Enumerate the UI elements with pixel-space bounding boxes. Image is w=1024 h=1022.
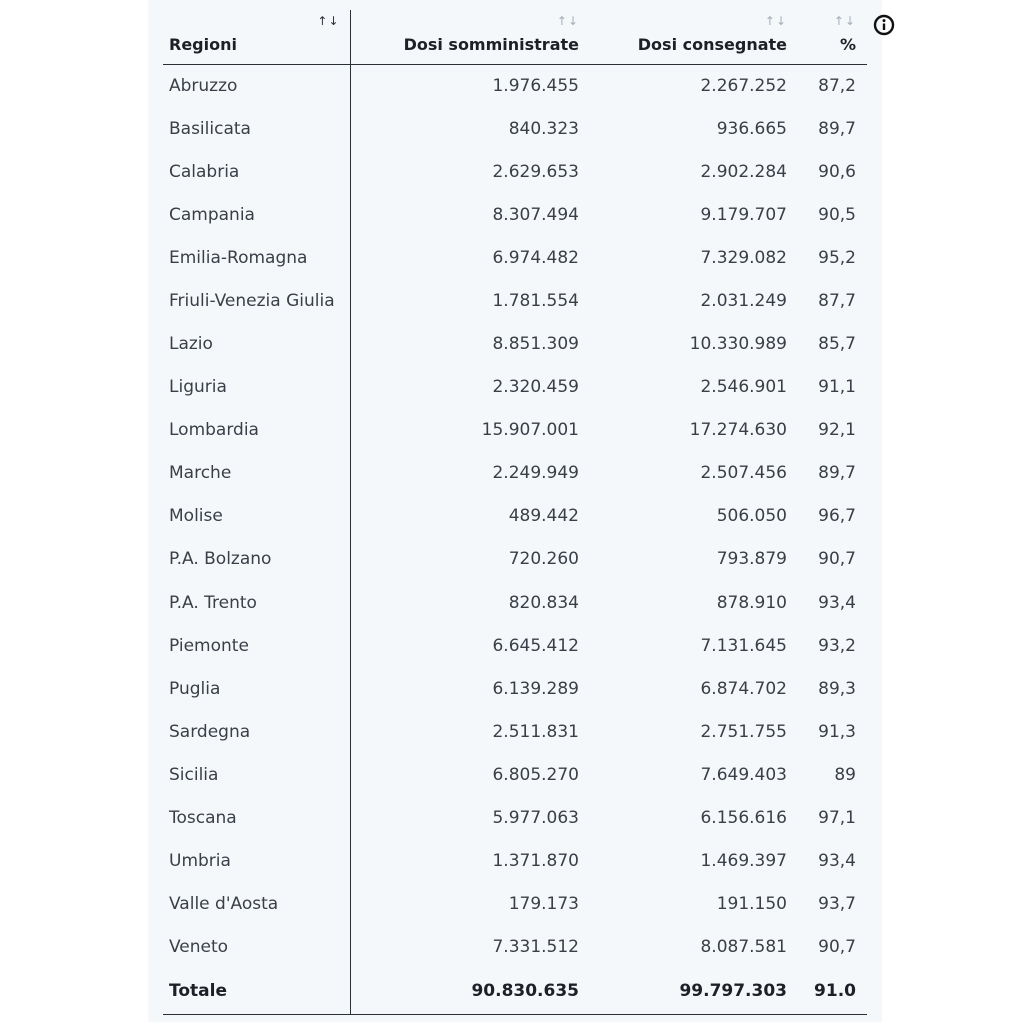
cell-region: Veneto [163,926,350,969]
table-row [163,538,867,581]
info-icon[interactable] [873,14,895,36]
column-label-dosi-consegnate: Dosi consegnate [637,35,787,54]
cell-dosi-somministrate: 6.645.412 [492,635,579,656]
cell-dosi-somministrate: 6.139.289 [492,678,579,699]
cell-region: P.A. Trento [163,581,350,624]
cell-region: Basilicata [163,107,350,150]
table-body [163,65,867,969]
column-label-dosi-somministrate: Dosi somministrate [403,35,579,54]
cell-dosi-consegnate: 6.156.616 [700,808,787,829]
cell-region: Liguria [163,366,350,409]
cell-percent: 90,6 [818,161,856,182]
cell-dosi-somministrate: 720.260 [508,549,579,570]
cell-dosi-somministrate: 2.511.831 [492,721,579,742]
cell-region: Lazio [163,322,350,365]
cell-region: P.A. Bolzano [163,538,350,581]
cell-dosi-somministrate: 8.307.494 [492,204,579,225]
cell-dosi-somministrate: 2.320.459 [492,377,579,398]
sort-regioni-icon[interactable]: ↑↓ [317,14,340,28]
cell-region: Marche [163,452,350,495]
table-row [163,495,867,538]
cell-percent: 93,7 [818,894,856,915]
cell-dosi-consegnate: 10.330.989 [689,334,787,355]
sort-percent-icon[interactable]: ↑↓ [833,14,856,28]
table-row [163,452,867,495]
cell-region: Emilia-Romagna [163,236,350,279]
cell-percent: 87,2 [818,76,856,96]
cell-percent: 91,3 [818,721,856,742]
cell-percent: 95,2 [818,247,856,268]
cell-dosi-consegnate: 2.031.249 [700,290,787,311]
cell-region: Valle d'Aosta [163,883,350,926]
cell-dosi-consegnate: 1.469.397 [700,851,787,872]
cell-percent: 87,7 [818,290,856,311]
cell-dosi-consegnate: 7.329.082 [700,247,787,268]
column-label-regioni: Regioni [169,35,237,54]
cell-percent: 93,4 [818,851,856,872]
cell-percent: 90,7 [818,937,856,958]
table-row [163,624,867,667]
cell-region: Friuli-Venezia Giulia [163,279,350,322]
cell-percent: 90,7 [818,549,856,570]
total-percent: 91.0 [788,969,867,1015]
cell-dosi-somministrate: 2.629.653 [492,161,579,182]
table-row [163,797,867,840]
cell-percent: 91,1 [818,377,856,398]
table-row [163,710,867,753]
cell-dosi-consegnate: 8.087.581 [700,937,787,958]
column-label-percent: % [839,35,856,54]
column-header-dosi-somministrate[interactable] [350,10,580,65]
cell-region: Calabria [163,150,350,193]
table-row [163,581,867,624]
cell-dosi-consegnate: 9.179.707 [700,204,787,225]
cell-region: Abruzzo [163,65,350,108]
cell-dosi-consegnate: 6.874.702 [700,678,787,699]
cell-percent: 89,7 [818,463,856,484]
vaccine-doses-table [163,10,867,1015]
cell-percent: 90,5 [818,204,856,225]
table-row [163,667,867,710]
column-header-dosi-consegnate[interactable] [580,10,788,65]
cell-dosi-somministrate: 5.977.063 [492,808,579,829]
table-row [163,409,867,452]
cell-region: Toscana [163,797,350,840]
cell-percent: 96,7 [818,506,856,527]
cell-region: Sardegna [163,710,350,753]
cell-percent: 89 [834,764,856,785]
table-row [163,107,867,150]
cell-percent: 93,2 [818,635,856,656]
table-row [163,150,867,193]
cell-dosi-consegnate: 7.649.403 [700,764,787,785]
table-row [163,279,867,322]
cell-region: Molise [163,495,350,538]
cell-dosi-consegnate: 17.274.630 [689,420,787,441]
table-row [163,236,867,279]
table-header-row [163,10,867,65]
cell-dosi-consegnate: 2.546.901 [700,377,787,398]
cell-dosi-consegnate: 2.507.456 [700,463,787,484]
cell-dosi-consegnate: 191.150 [716,894,787,915]
total-label: Totale [163,969,350,1015]
cell-dosi-somministrate: 6.974.482 [492,247,579,268]
cell-dosi-somministrate: 840.323 [508,118,579,139]
cell-percent: 85,7 [818,334,856,355]
table-row [163,193,867,236]
table-row [163,753,867,796]
table-total-row [163,969,867,1015]
sort-dosi-consegnate-icon[interactable]: ↑↓ [764,14,787,28]
cell-dosi-somministrate: 15.907.001 [481,420,579,441]
cell-dosi-consegnate: 7.131.645 [700,635,787,656]
cell-dosi-somministrate: 2.249.949 [492,463,579,484]
total-dosi-consegnate: 99.797.303 [580,969,788,1015]
cell-percent: 92,1 [818,420,856,441]
cell-dosi-somministrate: 7.331.512 [492,937,579,958]
cell-region: Campania [163,193,350,236]
column-header-regioni[interactable] [163,10,350,65]
cell-region: Umbria [163,840,350,883]
cell-dosi-consegnate: 2.902.284 [700,161,787,182]
cell-region: Piemonte [163,624,350,667]
column-header-percent[interactable] [788,10,867,65]
cell-dosi-somministrate: 8.851.309 [492,334,579,355]
cell-percent: 89,3 [818,678,856,699]
cell-dosi-somministrate: 820.834 [508,592,579,613]
cell-percent: 97,1 [818,808,856,829]
cell-dosi-somministrate: 1.976.455 [492,76,579,96]
sort-dosi-somministrate-icon[interactable]: ↑↓ [556,14,579,28]
cell-dosi-somministrate: 1.371.870 [492,851,579,872]
cell-dosi-consegnate: 878.910 [716,592,787,613]
cell-dosi-consegnate: 936.665 [716,118,787,139]
cell-dosi-consegnate: 793.879 [716,549,787,570]
cell-region: Puglia [163,667,350,710]
cell-percent: 89,7 [818,118,856,139]
table-row [163,322,867,365]
cell-region: Lombardia [163,409,350,452]
cell-dosi-somministrate: 6.805.270 [492,764,579,785]
table-row [163,366,867,409]
cell-dosi-consegnate: 2.267.252 [700,76,787,96]
cell-dosi-somministrate: 489.442 [508,506,579,527]
cell-dosi-consegnate: 506.050 [716,506,787,527]
cell-dosi-somministrate: 179.173 [508,894,579,915]
cell-region: Sicilia [163,753,350,796]
table-row [163,883,867,926]
table-row [163,65,867,108]
cell-dosi-somministrate: 1.781.554 [492,290,579,311]
cell-dosi-consegnate: 2.751.755 [700,721,787,742]
total-dosi-somministrate: 90.830.635 [350,969,580,1015]
table-row [163,926,867,969]
table-row [163,840,867,883]
cell-percent: 93,4 [818,592,856,613]
